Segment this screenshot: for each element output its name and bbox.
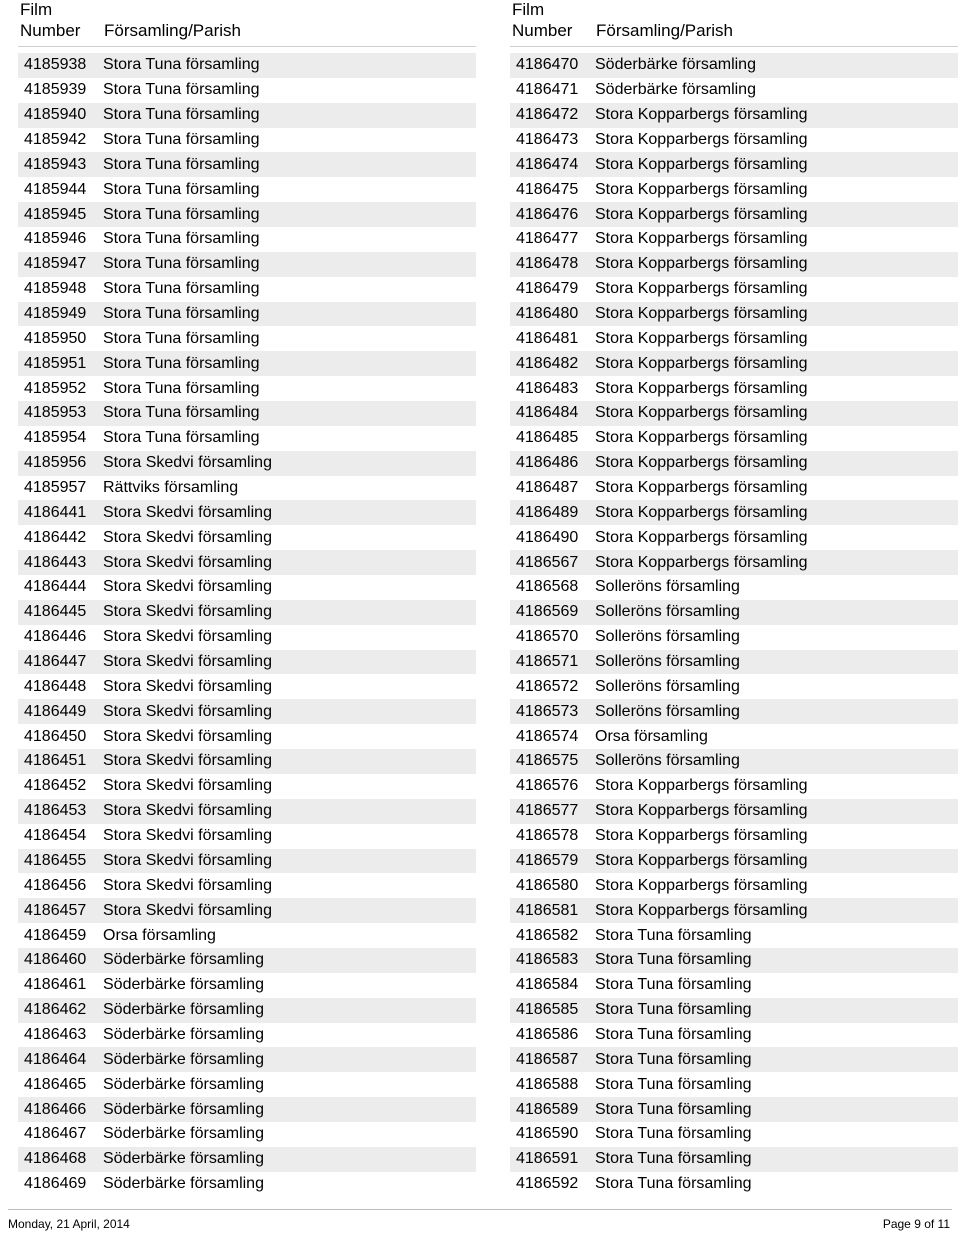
film-number: 4186575	[516, 752, 579, 770]
film-number: 4186487	[516, 479, 579, 497]
film-number: 4186485	[516, 429, 579, 447]
parish-name: Solleröns församling	[595, 653, 740, 671]
parish-name: Solleröns församling	[595, 628, 740, 646]
film-number: 4186472	[516, 106, 579, 124]
parish-name: Söderbärke församling	[103, 951, 264, 969]
table-row	[510, 1172, 958, 1197]
parish-name: Stora Kopparbergs församling	[595, 280, 808, 298]
parish-name: Stora Kopparbergs församling	[595, 230, 808, 248]
table-row	[510, 674, 958, 699]
parish-name: Söderbärke församling	[103, 1125, 264, 1143]
parish-name: Stora Kopparbergs församling	[595, 205, 808, 223]
table-row	[18, 973, 476, 998]
film-number: 4185949	[24, 305, 87, 323]
film-number: 4186453	[24, 802, 87, 820]
table-row	[510, 749, 958, 774]
film-number: 4186465	[24, 1075, 87, 1093]
table-row	[18, 500, 476, 525]
table-row	[510, 152, 958, 177]
parish-name: Stora Skedvi församling	[103, 702, 272, 720]
parish-name: Söderbärke församling	[103, 1025, 264, 1043]
film-number: 4186578	[516, 827, 579, 845]
parish-name: Stora Skedvi församling	[103, 777, 272, 795]
table-row	[18, 128, 476, 153]
table-row	[510, 973, 958, 998]
film-number: 4185956	[24, 454, 87, 472]
table-row	[18, 103, 476, 128]
film-number: 4186479	[516, 280, 579, 298]
parish-name: Stora Kopparbergs församling	[595, 503, 808, 521]
table-row	[18, 78, 476, 103]
film-number: 4186571	[516, 653, 579, 671]
table-row	[510, 1023, 958, 1048]
right-column-header	[510, 0, 958, 47]
parish-name: Stora Skedvi församling	[103, 653, 272, 671]
film-number: 4186445	[24, 603, 87, 621]
film-number: 4185957	[24, 479, 87, 497]
film-number: 4186576	[516, 777, 579, 795]
film-number: 4186460	[24, 951, 87, 969]
table-row	[18, 1172, 476, 1197]
film-number: 4186489	[516, 503, 579, 521]
film-number: 4185945	[24, 205, 87, 223]
parish-name: Stora Kopparbergs församling	[595, 106, 808, 124]
parish-name: Stora Tuna församling	[595, 1175, 752, 1193]
table-row	[18, 948, 476, 973]
film-number: 4186462	[24, 1001, 87, 1019]
table-row	[18, 625, 476, 650]
film-number: 4186456	[24, 876, 87, 894]
table-row	[18, 873, 476, 898]
parish-name: Stora Skedvi församling	[103, 528, 272, 546]
film-number: 4186588	[516, 1075, 579, 1093]
table-row	[510, 326, 958, 351]
parish-name: Solleröns församling	[595, 578, 740, 596]
film-number: 4186471	[516, 81, 579, 99]
table-row	[18, 252, 476, 277]
film-number: 4186570	[516, 628, 579, 646]
table-row	[510, 799, 958, 824]
film-number: 4186473	[516, 131, 579, 148]
table-row	[510, 898, 958, 923]
table-row	[510, 351, 958, 376]
film-number: 4185939	[24, 81, 87, 99]
parish-name: Söderbärke församling	[103, 976, 264, 994]
film-number: 4186583	[516, 951, 579, 969]
table-row	[18, 824, 476, 849]
table-row	[18, 202, 476, 227]
table-row	[510, 873, 958, 898]
parish-name: Rättviks församling	[103, 479, 239, 497]
parish-name: Stora Kopparbergs församling	[595, 777, 808, 795]
parish-name: Stora Kopparbergs församling	[595, 454, 808, 472]
film-number: 4186474	[516, 155, 579, 173]
table-row	[510, 476, 958, 501]
left-column	[18, 0, 476, 1197]
film-number: 4186461	[24, 976, 87, 994]
film-number: 4186443	[24, 553, 87, 571]
table-row	[18, 923, 476, 948]
parish-name: Stora Kopparbergs församling	[595, 131, 808, 148]
table-row	[510, 575, 958, 600]
parish-name: Söderbärke församling	[103, 1075, 264, 1093]
film-header-label: Film	[20, 0, 53, 19]
parish-name: Stora Kopparbergs församling	[595, 802, 808, 820]
table-row	[510, 401, 958, 426]
film-number: 4186475	[516, 180, 579, 198]
footer-date: Monday, 21 April, 2014	[8, 1217, 130, 1231]
parish-name: Stora Tuna församling	[595, 1001, 752, 1019]
parish-name: Stora Skedvi församling	[103, 752, 272, 770]
table-row	[18, 451, 476, 476]
table-row	[18, 749, 476, 774]
parish-name: Stora Tuna församling	[103, 255, 260, 273]
film-number: 4186584	[516, 976, 579, 994]
table-row	[18, 326, 476, 351]
film-number: 4186455	[24, 851, 87, 869]
table-row	[18, 277, 476, 302]
parish-name: Solleröns församling	[595, 677, 740, 695]
table-row	[18, 774, 476, 799]
parish-name: Stora Tuna församling	[595, 926, 752, 944]
parish-name: Stora Kopparbergs församling	[595, 404, 808, 422]
film-number: 4186581	[516, 901, 579, 919]
film-number: 4186569	[516, 603, 579, 621]
parish-name: Stora Kopparbergs församling	[595, 379, 808, 397]
film-number: 4186476	[516, 205, 579, 223]
film-number: 4186451	[24, 752, 87, 770]
film-number: 4185944	[24, 180, 87, 198]
table-row	[18, 674, 476, 699]
parish-name: Stora Kopparbergs församling	[595, 155, 808, 173]
parish-name: Stora Kopparbergs församling	[595, 180, 808, 198]
right-table-body	[510, 53, 958, 1197]
table-row	[510, 376, 958, 401]
table-row	[510, 923, 958, 948]
film-number: 4186484	[516, 404, 579, 422]
parish-name: Stora Tuna församling	[103, 56, 260, 74]
table-row	[18, 550, 476, 575]
parish-name: Stora Kopparbergs församling	[595, 305, 808, 323]
table-row	[18, 1072, 476, 1097]
parish-name: Stora Tuna församling	[103, 354, 260, 372]
table-row	[510, 1147, 958, 1172]
table-row	[510, 1097, 958, 1122]
table-row	[18, 53, 476, 78]
film-number: 4186464	[24, 1050, 87, 1068]
parish-name: Stora Skedvi församling	[103, 827, 272, 845]
parish-name: Stora Tuna församling	[103, 280, 260, 298]
table-row	[510, 600, 958, 625]
parish-name: Stora Kopparbergs församling	[595, 528, 808, 546]
film-number: 4186449	[24, 702, 87, 720]
table-row	[18, 177, 476, 202]
table-row	[18, 799, 476, 824]
parish-name: Solleröns församling	[595, 702, 740, 720]
table-row	[18, 650, 476, 675]
film-number: 4186486	[516, 454, 579, 472]
parish-name: Stora Tuna församling	[595, 1025, 752, 1043]
film-number: 4185953	[24, 404, 87, 422]
film-number: 4186567	[516, 553, 579, 571]
table-row	[18, 152, 476, 177]
number-header-label: Number	[512, 21, 573, 40]
table-row	[18, 476, 476, 501]
film-number: 4186480	[516, 305, 579, 323]
table-row	[510, 525, 958, 550]
film-number: 4186446	[24, 628, 87, 646]
page-number: Page 9 of 11	[882, 1217, 950, 1231]
film-number: 4186466	[24, 1100, 87, 1118]
right-column	[510, 0, 958, 1197]
film-number: 4185948	[24, 280, 87, 298]
film-number: 4185954	[24, 429, 87, 447]
parish-name: Stora Tuna församling	[103, 404, 260, 422]
parish-name: Stora Skedvi församling	[103, 901, 272, 919]
parish-name: Stora Skedvi församling	[103, 578, 272, 596]
left-column-header	[18, 0, 476, 47]
film-number: 4186442	[24, 528, 87, 546]
parish-name: Stora Tuna församling	[595, 976, 752, 994]
parish-name: Stora Kopparbergs församling	[595, 827, 808, 845]
table-row	[18, 1097, 476, 1122]
table-row	[510, 500, 958, 525]
table-row	[18, 1147, 476, 1172]
table-row	[18, 227, 476, 252]
table-row	[18, 1122, 476, 1147]
table-row	[510, 451, 958, 476]
parish-name: Stora Skedvi församling	[103, 553, 272, 571]
parish-name: Stora Tuna församling	[103, 205, 260, 223]
film-number: 4186452	[24, 777, 87, 795]
film-number: 4186579	[516, 851, 579, 869]
film-number: 4186470	[516, 56, 579, 74]
parish-name: Stora Tuna församling	[103, 230, 260, 248]
film-number: 4185942	[24, 131, 87, 148]
parish-name: Orsa församling	[103, 926, 216, 944]
table-row	[510, 227, 958, 252]
film-number: 4186577	[516, 802, 579, 820]
parish-name: Stora Tuna församling	[103, 131, 260, 148]
parish-name: Orsa församling	[595, 727, 708, 745]
film-number: 4186463	[24, 1025, 87, 1043]
table-row	[18, 699, 476, 724]
parish-name: Stora Tuna församling	[103, 305, 260, 323]
parish-name: Stora Tuna församling	[103, 379, 260, 397]
film-number: 4186580	[516, 876, 579, 894]
film-number: 4186582	[516, 926, 579, 944]
table-row	[18, 351, 476, 376]
parish-name: Stora Kopparbergs församling	[595, 876, 808, 894]
parish-name: Stora Tuna församling	[595, 1125, 752, 1143]
table-row	[510, 998, 958, 1023]
parish-name: Stora Kopparbergs församling	[595, 429, 808, 447]
table-row	[18, 600, 476, 625]
film-number: 4185952	[24, 379, 87, 397]
parish-name: Stora Skedvi församling	[103, 628, 272, 646]
parish-name: Stora Skedvi församling	[103, 876, 272, 894]
parish-name: Stora Skedvi församling	[103, 851, 272, 869]
parish-name: Stora Skedvi församling	[103, 454, 272, 472]
film-number: 4185943	[24, 155, 87, 173]
film-number: 4186585	[516, 1001, 579, 1019]
table-row	[510, 277, 958, 302]
film-number: 4186444	[24, 578, 87, 596]
table-row	[510, 103, 958, 128]
table-row	[510, 948, 958, 973]
left-table-body	[18, 53, 476, 1197]
film-number: 4186477	[516, 230, 579, 248]
table-row	[18, 376, 476, 401]
parish-name: Stora Skedvi församling	[103, 677, 272, 695]
parish-name: Stora Kopparbergs församling	[595, 553, 808, 571]
table-row	[510, 252, 958, 277]
film-number: 4186574	[516, 727, 579, 745]
table-row	[510, 699, 958, 724]
table-row	[18, 401, 476, 426]
film-number: 4186589	[516, 1100, 579, 1118]
parish-name: Stora Skedvi församling	[103, 603, 272, 621]
film-number: 4185940	[24, 106, 87, 124]
parish-name: Stora Tuna församling	[595, 1150, 752, 1168]
table-row	[510, 1047, 958, 1072]
parish-name: Stora Kopparbergs församling	[595, 255, 808, 273]
table-row	[510, 724, 958, 749]
table-row	[18, 302, 476, 327]
parish-name: Stora Tuna församling	[103, 329, 260, 347]
table-row	[18, 525, 476, 550]
parish-header-label: Församling/Parish	[104, 21, 241, 40]
film-number: 4186448	[24, 677, 87, 695]
parish-name: Stora Skedvi församling	[103, 802, 272, 820]
parish-name: Solleröns församling	[595, 603, 740, 621]
table-row	[510, 53, 958, 78]
parish-name: Söderbärke församling	[103, 1150, 264, 1168]
parish-name: Stora Kopparbergs församling	[595, 901, 808, 919]
parish-name: Stora Kopparbergs församling	[595, 354, 808, 372]
table-row	[510, 849, 958, 874]
table-row	[510, 1122, 958, 1147]
parish-name: Söderbärke församling	[103, 1001, 264, 1019]
film-number: 4186592	[516, 1175, 579, 1193]
table-row	[510, 177, 958, 202]
table-row	[510, 824, 958, 849]
parish-name: Stora Tuna församling	[103, 180, 260, 198]
table-row	[510, 128, 958, 153]
parish-name: Stora Tuna församling	[595, 951, 752, 969]
film-number: 4185947	[24, 255, 87, 273]
parish-name: Stora Tuna församling	[103, 429, 260, 447]
film-header-label: Film	[512, 0, 545, 19]
film-number: 4186481	[516, 329, 579, 347]
table-row	[510, 78, 958, 103]
parish-name: Stora Tuna församling	[595, 1075, 752, 1093]
film-number: 4186450	[24, 727, 87, 745]
table-row	[510, 1072, 958, 1097]
film-number: 4186441	[24, 503, 87, 521]
table-row	[18, 1023, 476, 1048]
table-row	[510, 650, 958, 675]
table-row	[510, 426, 958, 451]
parish-name: Stora Kopparbergs församling	[595, 329, 808, 347]
table-row	[18, 898, 476, 923]
film-number: 4186459	[24, 926, 87, 944]
film-number: 4186587	[516, 1050, 579, 1068]
film-number: 4186482	[516, 354, 579, 372]
film-number: 4186572	[516, 677, 579, 695]
number-header-label: Number	[20, 21, 81, 40]
film-number: 4186468	[24, 1150, 87, 1168]
film-number: 4186483	[516, 379, 579, 397]
table-row	[510, 774, 958, 799]
parish-name: Stora Tuna församling	[103, 155, 260, 173]
film-number: 4186568	[516, 578, 579, 596]
table-row	[18, 1047, 476, 1072]
film-number: 4186469	[24, 1175, 87, 1193]
parish-header-label: Församling/Parish	[596, 21, 733, 40]
film-number: 4186447	[24, 653, 87, 671]
parish-name: Söderbärke församling	[595, 56, 756, 74]
table-row	[510, 202, 958, 227]
film-number: 4186490	[516, 528, 579, 546]
film-number: 4186573	[516, 702, 579, 720]
table-row	[18, 849, 476, 874]
film-number: 4186467	[24, 1125, 87, 1143]
table-row	[510, 625, 958, 650]
table-row	[18, 724, 476, 749]
parish-name: Stora Kopparbergs församling	[595, 479, 808, 497]
table-row	[510, 550, 958, 575]
film-number: 4185938	[24, 56, 87, 74]
parish-name: Stora Skedvi församling	[103, 503, 272, 521]
film-number: 4186478	[516, 255, 579, 273]
table-row	[510, 302, 958, 327]
table-row	[18, 575, 476, 600]
film-number: 4185951	[24, 354, 87, 372]
parish-name: Stora Tuna församling	[595, 1050, 752, 1068]
film-number: 4186457	[24, 901, 87, 919]
table-row	[18, 998, 476, 1023]
parish-name: Solleröns församling	[595, 752, 740, 770]
parish-name: Stora Tuna församling	[103, 81, 260, 99]
film-number: 4185950	[24, 329, 87, 347]
parish-name: Stora Kopparbergs församling	[595, 851, 808, 869]
film-number: 4186591	[516, 1150, 579, 1168]
parish-name: Stora Skedvi församling	[103, 727, 272, 745]
parish-name: Söderbärke församling	[103, 1175, 264, 1193]
parish-name: Söderbärke församling	[595, 81, 756, 99]
parish-name: Söderbärke församling	[103, 1100, 264, 1118]
table-row	[18, 426, 476, 451]
page-footer	[8, 1209, 952, 1234]
film-number: 4185946	[24, 230, 87, 248]
film-number: 4186586	[516, 1025, 579, 1043]
parish-name: Söderbärke församling	[103, 1050, 264, 1068]
parish-name: Stora Tuna församling	[595, 1100, 752, 1118]
film-number: 4186454	[24, 827, 87, 845]
film-number: 4186590	[516, 1125, 579, 1143]
parish-name: Stora Tuna församling	[103, 106, 260, 124]
